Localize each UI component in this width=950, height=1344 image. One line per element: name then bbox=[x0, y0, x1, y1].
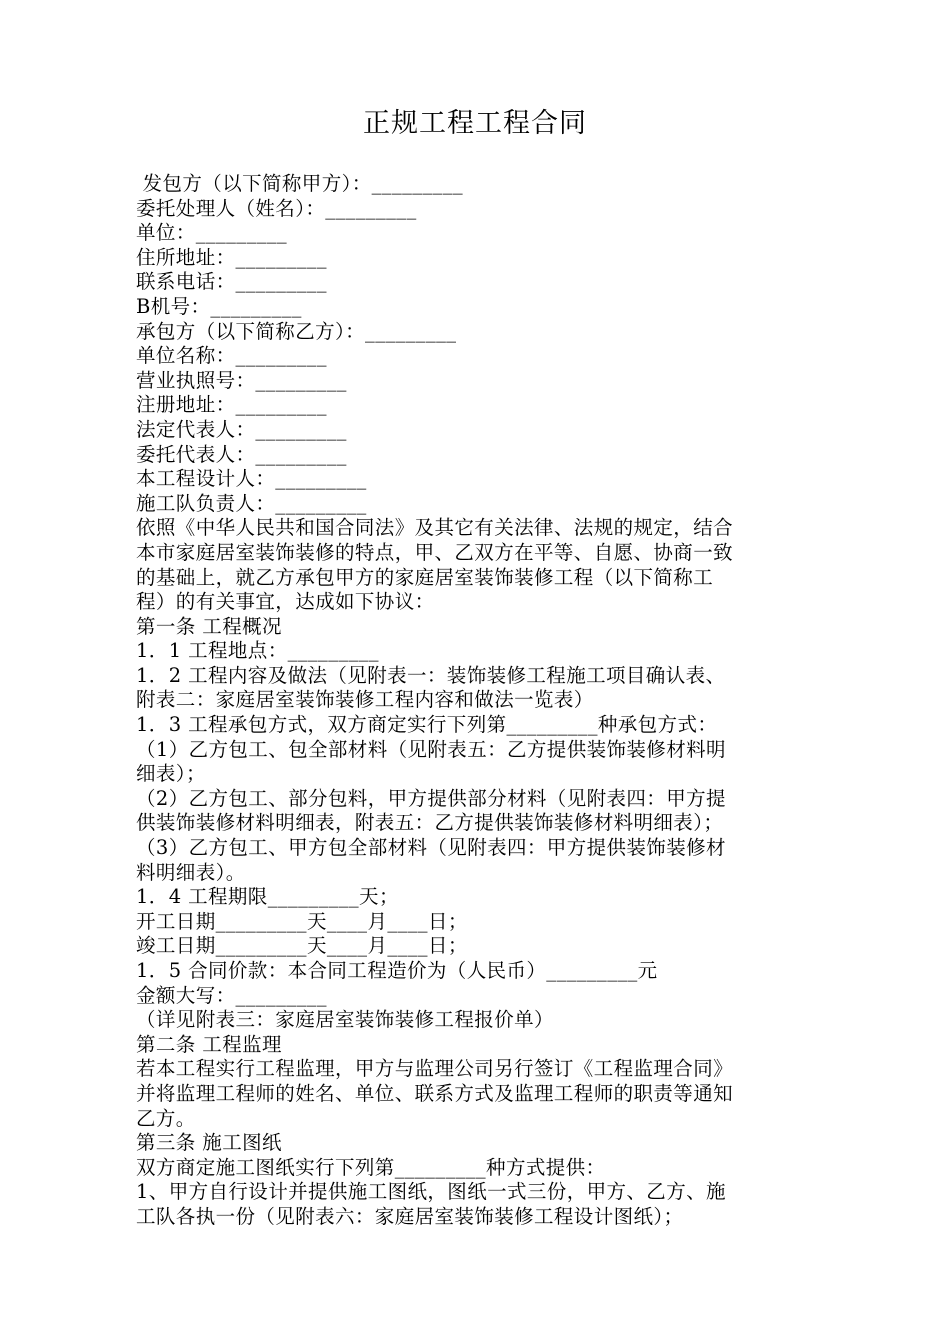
document-line: 委托处理人（姓名）：_________ bbox=[136, 196, 417, 220]
document-line: （2）乙方包工、部分包料，甲方提供部分材料（见附表四：甲方提 bbox=[136, 786, 726, 810]
document-line: 细表）； bbox=[136, 762, 206, 786]
document-line: 本工程设计人：_________ bbox=[136, 467, 367, 491]
document-line: 1．3 工程承包方式，双方商定实行下列第_________种承包方式： bbox=[136, 713, 718, 737]
document-line: B机号：_________ bbox=[136, 294, 302, 318]
document-line: 工队各执一份（见附表六：家庭居室装饰装修工程设计图纸）； bbox=[136, 1204, 684, 1228]
document-line: （1）乙方包工、包全部材料（见附表五：乙方提供装饰装修材料明 bbox=[136, 737, 726, 761]
document-line: 附表二：家庭居室装饰装修工程内容和做法一览表） bbox=[136, 688, 594, 712]
document-line: 法定代表人：_________ bbox=[136, 417, 347, 441]
document-line: （详见附表三：家庭居室装饰装修工程报价单） bbox=[136, 1008, 554, 1032]
document-body bbox=[136, 172, 816, 1230]
document-line: 本市家庭居室装饰装修的特点，甲、乙双方在平等、自愿、协商一致 bbox=[136, 540, 734, 564]
document-line: 并将监理工程师的姓名、单位、联系方式及监理工程师的职责等通知 bbox=[136, 1081, 734, 1105]
document-line: 料明细表）。 bbox=[136, 860, 246, 884]
document-line: 程）的有关事宜，达成如下协议： bbox=[136, 590, 435, 614]
document-line: 乙方。 bbox=[136, 1106, 196, 1130]
document-line: 1．1 工程地点：_________ bbox=[136, 639, 379, 663]
document-line: 施工队负责人：_________ bbox=[136, 491, 367, 515]
document-line: 发包方（以下简称甲方）：_________ bbox=[136, 172, 463, 195]
document-line: 供装饰装修材料明细表，附表五：乙方提供装饰装修材料明细表）； bbox=[136, 811, 724, 835]
document-line: 1．4 工程期限_________天； bbox=[136, 885, 399, 909]
document-line: 联系电话：_________ bbox=[136, 270, 327, 294]
document-line: 金额大写：_________ bbox=[136, 983, 327, 1007]
document-line: 竣工日期_________天____月____日； bbox=[136, 934, 468, 958]
document-line: 的基础上，就乙方承包甲方的家庭居室装饰装修工程（以下简称工 bbox=[136, 565, 714, 589]
document-line: 第一条 工程概况 bbox=[136, 614, 282, 638]
document-line: 依照《中华人民共和国合同法》及其它有关法律、法规的规定，结合 bbox=[136, 516, 734, 540]
document-line: 1．5 合同价款：本合同工程造价为（人民币）_________元 bbox=[136, 959, 658, 982]
document-title: 正规工程工程合同 bbox=[363, 108, 587, 139]
document-line: 注册地址：_________ bbox=[136, 393, 327, 417]
document-line: 住所地址：_________ bbox=[136, 245, 327, 269]
document-line: 委托代表人：_________ bbox=[136, 442, 347, 466]
document-line: 1、甲方自行设计并提供施工图纸，图纸一式三份，甲方、乙方、施 bbox=[136, 1180, 726, 1204]
document-line: 营业执照号：_________ bbox=[136, 368, 347, 392]
document-line: 开工日期_________天____月____日； bbox=[136, 909, 468, 933]
document-line: 单位：_________ bbox=[136, 221, 288, 245]
document-line: 若本工程实行工程监理，甲方与监理公司另行签订《工程监理合同》 bbox=[136, 1057, 734, 1081]
document-line: 1．2 工程内容及做法（见附表一：装饰装修工程施工项目确认表、 bbox=[136, 663, 726, 687]
document-line: 单位名称：_________ bbox=[136, 344, 327, 368]
document-line: （3）乙方包工、甲方包全部材料（见附表四：甲方提供装饰装修材 bbox=[136, 836, 726, 860]
document-line: 承包方（以下简称乙方）：_________ bbox=[136, 319, 457, 343]
document-line: 第二条 工程监理 bbox=[136, 1032, 282, 1056]
document-line: 双方商定施工图纸实行下列第_________种方式提供： bbox=[136, 1155, 606, 1179]
document-line: 第三条 施工图纸 bbox=[136, 1131, 282, 1155]
